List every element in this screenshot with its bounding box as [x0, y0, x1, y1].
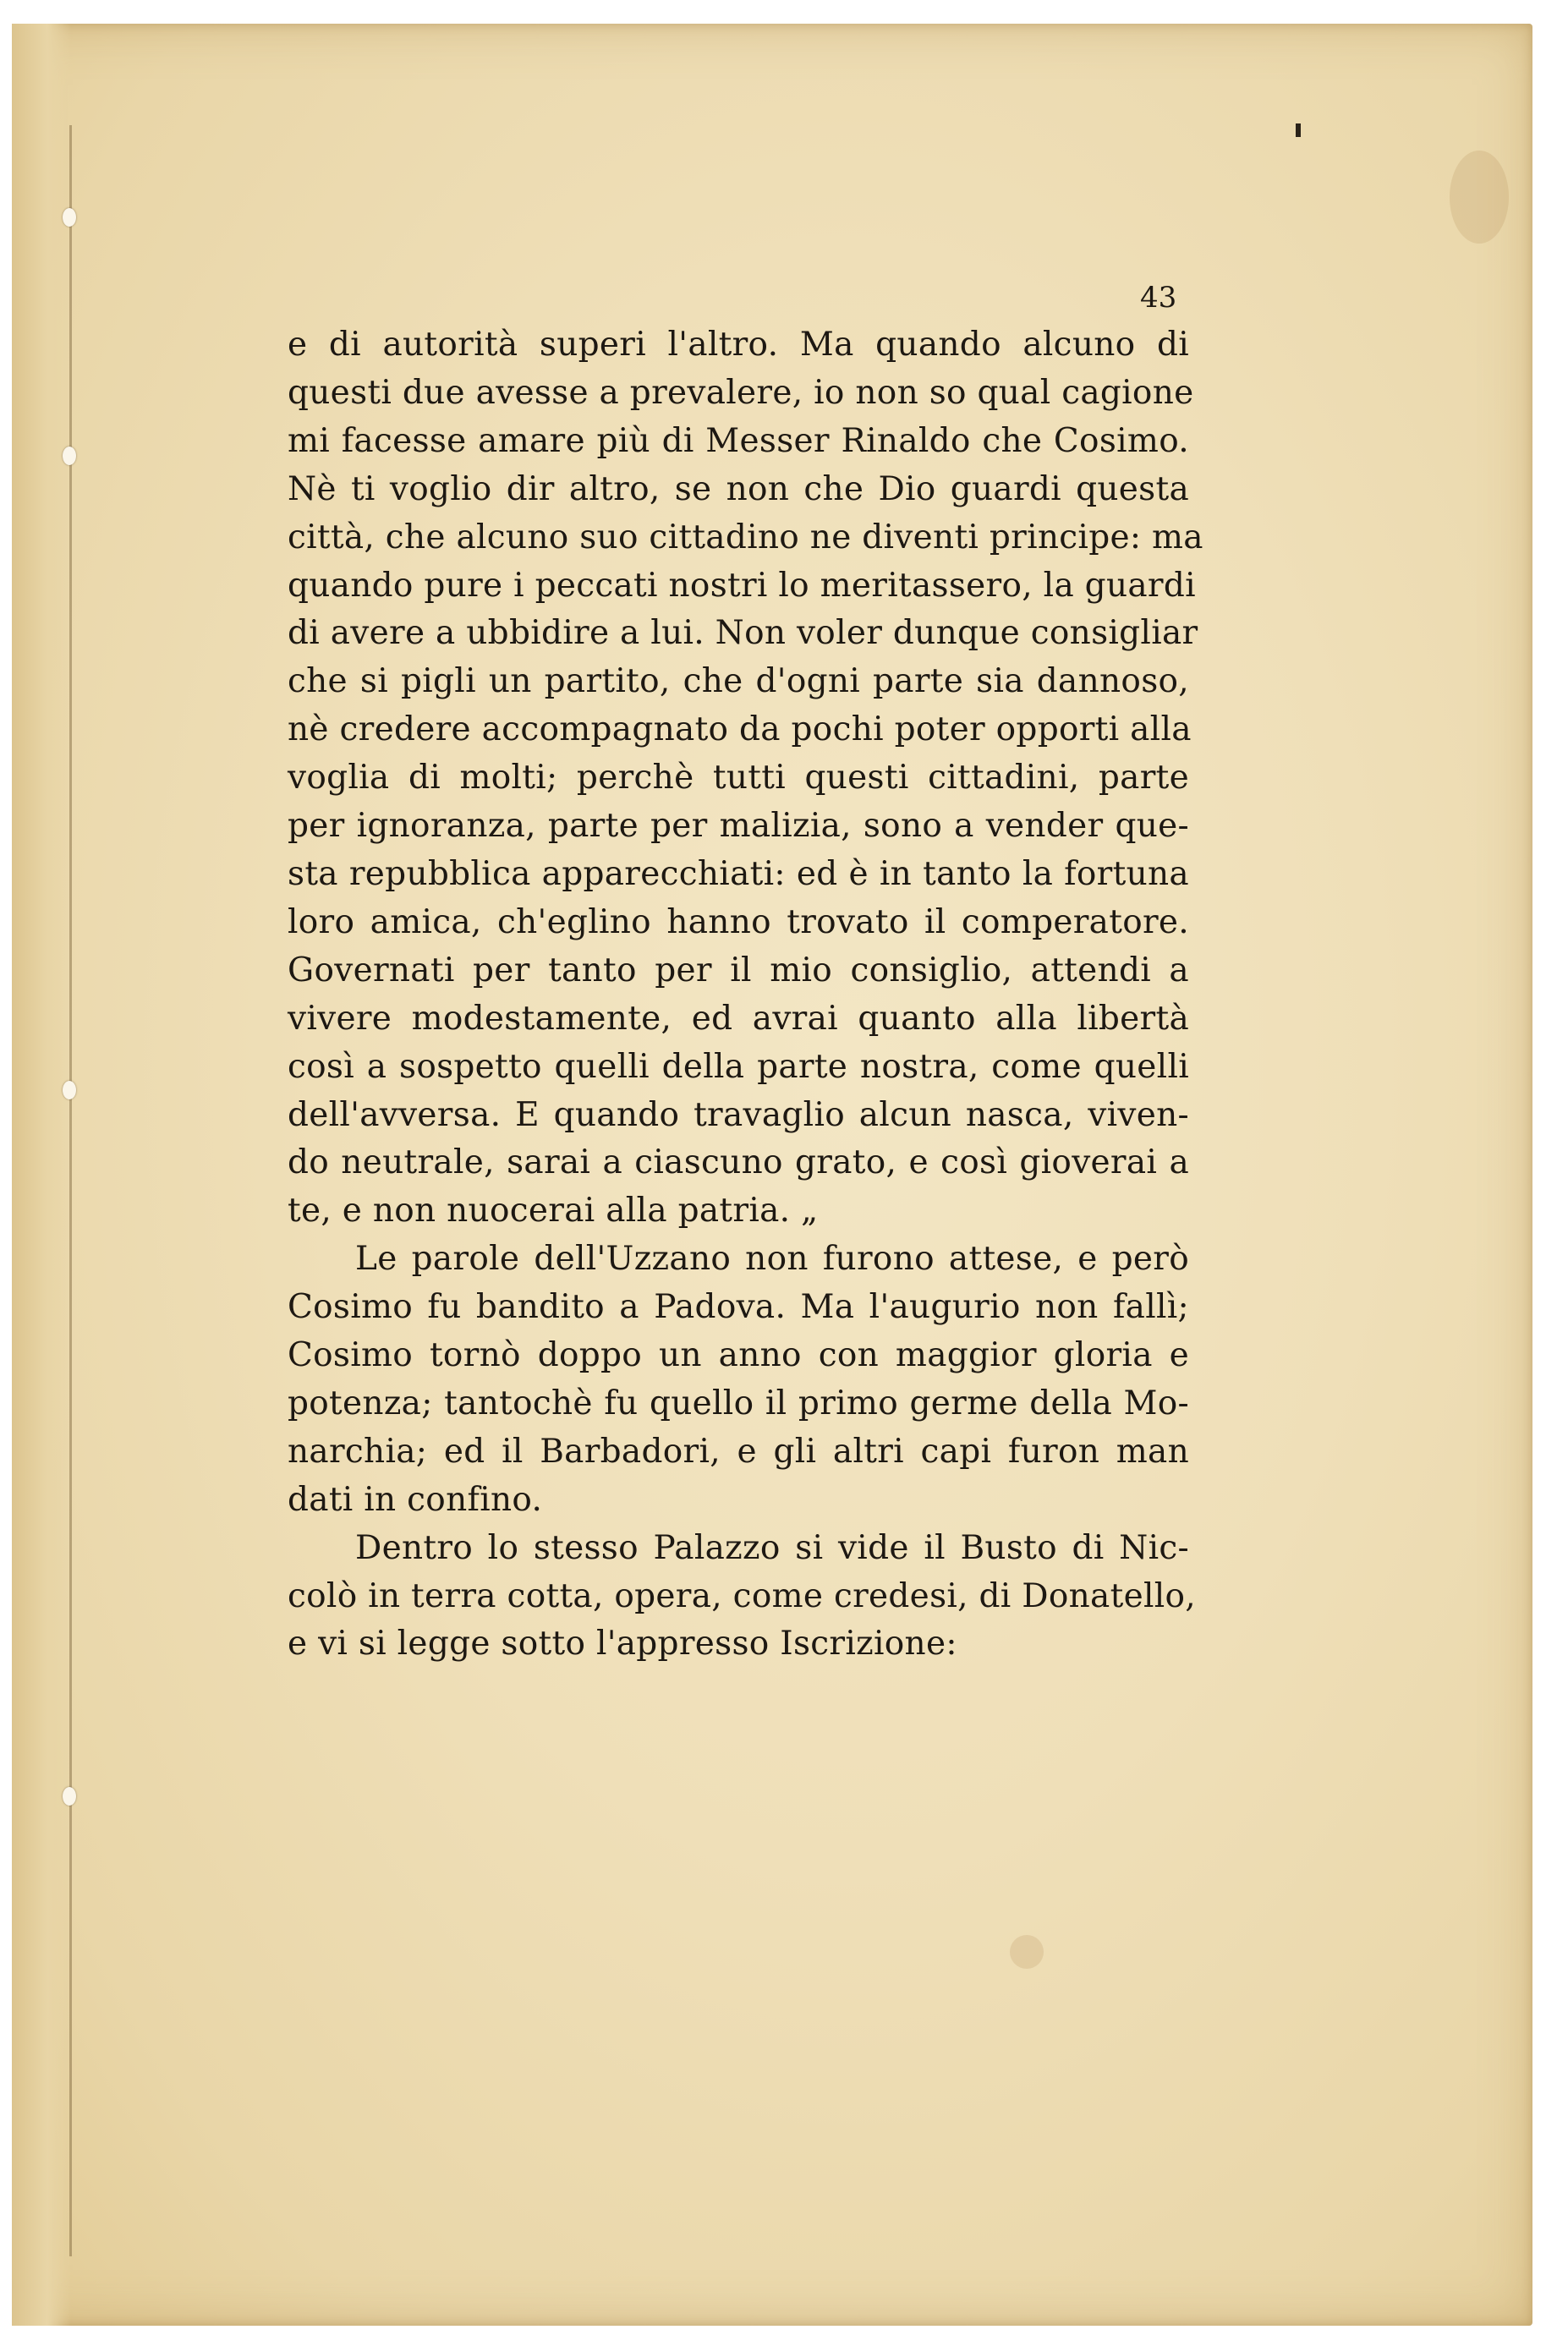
- text-line: e vi si legge sotto l'appresso Iscrizione:: [288, 1625, 957, 1664]
- text-line: Cosimo tornò doppo un anno con maggior gloria e: [288, 1336, 1189, 1375]
- text-line: Cosimo fu bandito a Padova. Ma l'augurio non fallì;: [288, 1288, 1189, 1327]
- text-line: che si pigli un partito, che d'ogni parte sia dannoso,: [288, 662, 1189, 701]
- text-line: Dentro lo stesso Palazzo si vide il Busto di Nic-: [355, 1528, 1189, 1567]
- stitch-hole: [63, 1787, 76, 1806]
- text-line: loro amica, ch'eglino hanno trovato il comperatore.: [288, 902, 1189, 941]
- text-line: Le parole dell'Uzzano non furono attese, e però: [355, 1240, 1189, 1279]
- text-line: città, che alcuno suo cittadino ne diventi principe: ma: [288, 518, 1203, 556]
- text-line: dell'avversa. E quando travaglio alcun nasca, viven-: [288, 1095, 1189, 1134]
- text-line: così a sospetto quelli della parte nostra, come quelli: [288, 1047, 1189, 1086]
- text-line: e di autorità superi l'altro. Ma quando alcuno di: [288, 326, 1189, 364]
- text-line: questi due avesse a prevalere, io non so qual cagione: [288, 373, 1194, 412]
- binding-edge: [69, 125, 72, 2256]
- page-number: 43: [1140, 281, 1177, 315]
- binding-fold: [12, 24, 71, 2326]
- text-line: quando pure i peccati nostri lo meritassero, la guardi: [288, 566, 1196, 605]
- text-line: di avere a ubbidire a lui. Non voler dunque consigliar: [288, 614, 1198, 653]
- body-text: [288, 321, 1203, 1669]
- text-line: mi facesse amare più di Messer Rinaldo che Cosimo.: [288, 421, 1189, 460]
- text-line: vivere modestamente, ed avrai quanto alla libertà: [288, 999, 1189, 1038]
- text-line: Nè ti voglio dir altro, se non che Dio guardi questa: [288, 469, 1189, 508]
- text-line: narchia; ed il Barbadori, e gli altri capi furon man: [288, 1432, 1189, 1471]
- stitch-hole: [63, 447, 76, 465]
- text-line: colò in terra cotta, opera, come credesi, di Donatello,: [288, 1576, 1196, 1615]
- paper-stain: [1010, 1935, 1044, 1969]
- text-line: voglia di molti; perchè tutti questi cittadini, parte: [288, 759, 1189, 798]
- text-line: do neutrale, sarai a ciascuno grato, e così gioverai a: [288, 1143, 1189, 1182]
- text-line: per ignoranza, parte per malizia, sono a vender que-: [288, 807, 1189, 846]
- text-line: sta repubblica apparecchiati: ed è in tanto la fortuna: [288, 854, 1189, 893]
- text-line: te, e non nuocerai alla patria. „: [288, 1192, 819, 1231]
- stitch-hole: [63, 1081, 76, 1099]
- text-line: potenza; tantochè fu quello il primo germe della Mo-: [288, 1384, 1189, 1422]
- paper-stain: [1450, 151, 1509, 244]
- text-line: nè credere accompagnato da pochi poter opporti alla: [288, 710, 1192, 749]
- text-line: dati in confino.: [288, 1480, 543, 1519]
- ink-mark: [1296, 123, 1301, 137]
- text-line: Governati per tanto per il mio consiglio, attendi a: [288, 951, 1189, 989]
- stitch-hole: [63, 208, 76, 227]
